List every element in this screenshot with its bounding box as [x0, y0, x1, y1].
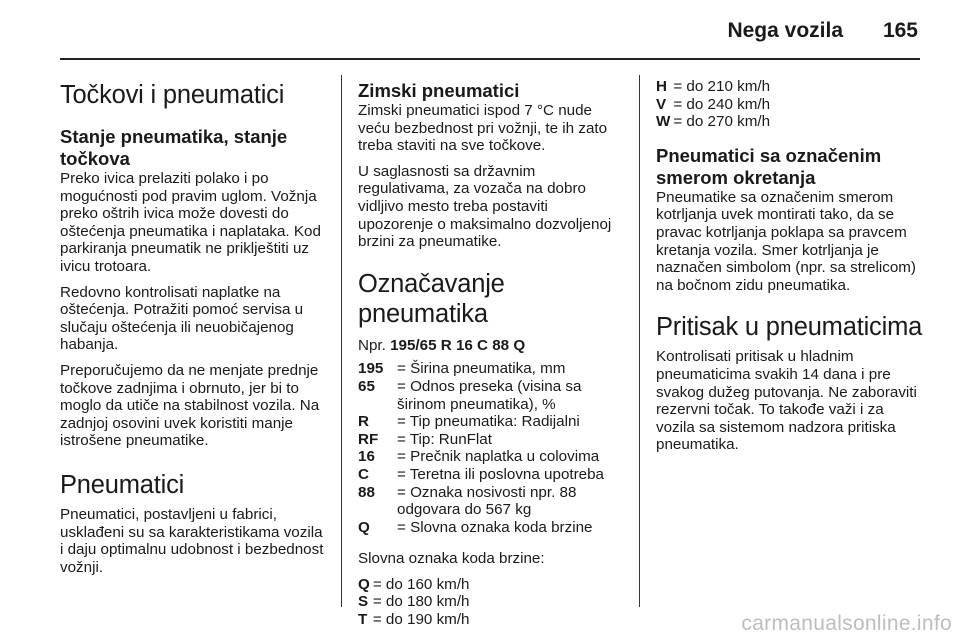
column-divider-2	[639, 75, 640, 607]
code-key: RF	[358, 430, 379, 448]
code-key: C	[358, 465, 369, 483]
heading-tires: Pneumatici	[60, 470, 185, 499]
speed-desc: = do 270 km/h	[673, 113, 771, 131]
column-divider-1	[341, 75, 342, 607]
example-prefix: Npr.	[358, 336, 391, 354]
speed-desc: = do 180 km/h	[372, 593, 470, 611]
example-code: 195/65 R 16 C 88 Q	[390, 336, 526, 354]
code-desc: = Širina pneumatika, mm	[397, 360, 566, 378]
column-1	[60, 68, 328, 584]
speed-code-list-continued	[656, 78, 924, 131]
code-key: 195	[358, 360, 384, 378]
heading-tires-wheels: Točkovi i pneumatici	[60, 81, 285, 109]
subheading-winter-tires: Zimski pneumatici	[358, 80, 520, 101]
paragraph: Preko ivica prelaziti polako i po mogućnosti pod pravim uglom. Vožnja preko oštrih ivica može dovesti do oštećenja pneumatika i naplataka. Kod parkiranja pneumatik ne priklještiti uz ivicu trotoara.	[60, 170, 321, 275]
code-key: 65	[358, 377, 375, 395]
column-3	[656, 68, 924, 462]
speed-key: V	[656, 95, 667, 113]
section-title: Nega vozila	[727, 19, 843, 42]
watermark: carmanualsonline.info	[741, 612, 952, 635]
speed-code-intro: Slovna oznaka koda brzine:	[358, 550, 545, 568]
speed-code-list	[358, 576, 626, 629]
speed-desc: = do 240 km/h	[673, 95, 771, 113]
speed-key: S	[358, 593, 369, 611]
code-desc: = Tip: RunFlat	[397, 430, 492, 448]
subheading-tire-condition: Stanje pneumatika, stanje točkova	[60, 126, 288, 169]
code-key: Q	[358, 518, 370, 536]
page-header	[0, 0, 960, 60]
column-2	[358, 68, 626, 639]
paragraph: Preporučujemo da ne menjate prednje točkove zadnjima i obrnuto, jer bi to moglo da utiče na stabilnost vozila. Na zadnjoj osovini uvek koristiti manje istrošene pneumatike.	[60, 361, 320, 450]
code-desc: = Slovna oznaka koda brzine	[397, 518, 593, 536]
paragraph: U saglasnosti sa državnim regulativama, za vozača na dobro vidljivo mesto treba postaviti upozorenje o maksimalno dozvoljenoj brzini za pneumatike.	[358, 162, 612, 251]
paragraph: Zimski pneumatici ispod 7 °C nude veću bezbednost pri vožnji, te ih zato treba staviti na sve točkove.	[358, 102, 608, 155]
tire-code-list	[358, 360, 626, 536]
code-desc: = Odnos preseka (visina sa širinom pneumatika), %	[397, 377, 582, 413]
heading-tire-pressure: Pritisak u pneumaticima	[656, 313, 923, 342]
paragraph: Pneumatici, postavljeni u fabrici, usklađeni su sa karakteristikama vozila i daju optimalnu udobnost i bezbednost vožnji.	[60, 505, 324, 576]
speed-key: T	[358, 611, 368, 629]
code-key: R	[358, 413, 369, 431]
code-key: 16	[358, 448, 375, 466]
speed-key: H	[656, 78, 667, 95]
code-desc: = Teretna ili poslovna upotreba	[397, 465, 605, 483]
speed-desc: = do 210 km/h	[673, 78, 771, 95]
page-number: 165	[882, 19, 918, 42]
paragraph: Kontrolisati pritisak u hladnim pneumaticima svakih 14 dana i pre svakog dužeg putovanja. Ne zaboraviti rezervni točak. To takođe važi i za vozila sa sistemom nadzora pritiska pneumatika.	[656, 348, 917, 454]
code-key: 88	[358, 483, 375, 501]
heading-tire-marking: Označavanje pneumatika	[358, 269, 505, 328]
code-desc: = Oznaka nosivosti npr. 88 odgovara do 567 kg	[397, 483, 577, 519]
header-divider	[60, 58, 920, 60]
code-desc: = Tip pneumatika: Radijalni	[397, 413, 580, 431]
paragraph: Redovno kontrolisati naplatke na oštećenja. Potražiti pomoć servisa u slučaju oštećenja ili neuobičajenog habanja.	[60, 283, 304, 354]
code-desc: = Prečnik naplatka u colovima	[397, 448, 600, 466]
speed-key: W	[656, 113, 671, 131]
paragraph: Pneumatike sa označenim smerom kotrljanja uvek montirati tako, da se pravac kotrljanja poklapa sa pravcem kretanja vozila. Smer kotrljanja je naznačen simbolom (npr. sa strelicom) na bočnom zidu pneumatika.	[656, 188, 916, 294]
subheading-directional-tires: Pneumatici sa označenim smerom okretanja	[656, 144, 882, 188]
speed-key: Q	[358, 575, 370, 593]
example-line	[358, 337, 626, 355]
speed-desc: = do 160 km/h	[372, 575, 470, 593]
speed-desc: = do 190 km/h	[372, 611, 470, 629]
